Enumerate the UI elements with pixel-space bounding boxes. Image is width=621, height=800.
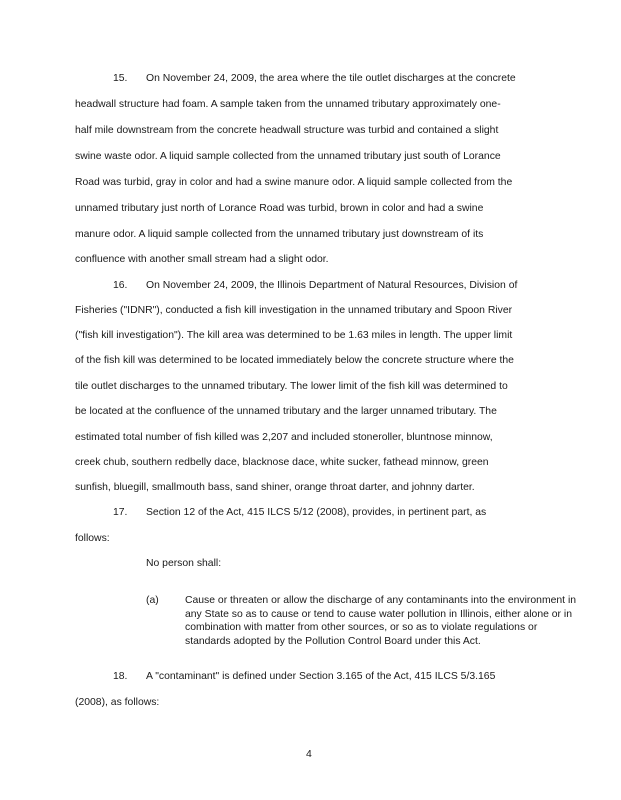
paragraph-16-line: tile outlet discharges to the unnamed tributary. The lower limit of the fish kill was determined to	[75, 381, 508, 392]
paragraph-18-line: A "contaminant" is defined under Section 3.165 of the Act, 415 ILCS 5/3.165	[146, 671, 496, 682]
paragraph-15-line: manure odor. A liquid sample collected from the unnamed tributary just downstream of its	[75, 229, 484, 240]
paragraph-16-line: of the fish kill was determined to be located immediately below the concrete structure where the	[75, 355, 514, 366]
paragraph-16-line: estimated total number of fish killed was 2,207 and included stoneroller, bluntnose minnow,	[75, 432, 493, 443]
paragraph-16-line: Fisheries ("IDNR"), conducted a fish kill investigation in the unnamed tributary and Spoon River	[75, 305, 513, 316]
paragraph-16-line: sunfish, bluegill, smallmouth bass, sand shiner, orange throat darter, and johnny darter.	[75, 482, 475, 493]
paragraph-17-line: Section 12 of the Act, 415 ILCS 5/12 (2008), provides, in pertinent part, as	[146, 507, 487, 518]
paragraph-15-line: Road was turbid, gray in color and had a swine manure odor. A liquid sample collected from the	[75, 177, 513, 188]
paragraph-15-line: half mile downstream from the concrete headwall structure was turbid and contained a slight	[75, 125, 499, 136]
paragraph-18-number: 18.	[113, 671, 128, 682]
quote-item-label: (a)	[146, 595, 159, 606]
paragraph-15-line: On November 24, 2009, the area where the tile outlet discharges at the concrete	[146, 73, 516, 84]
quote-intro: No person shall:	[146, 558, 222, 569]
paragraph-16-number: 16.	[113, 280, 128, 291]
paragraph-15-line: headwall structure had foam. A sample taken from the unnamed tributary approximately one-	[75, 99, 501, 110]
paragraph-15-line: swine waste odor. A liquid sample collected from the unnamed tributary just south of Lorance	[75, 151, 501, 162]
paragraph-15-line: confluence with another small stream had a slight odor.	[75, 254, 329, 265]
paragraph-17-line: follows:	[75, 533, 110, 544]
page-number: 4	[306, 749, 312, 760]
paragraph-16-line: On November 24, 2009, the Illinois Department of Natural Resources, Division of	[146, 280, 518, 291]
paragraph-15-line: unnamed tributary just north of Lorance Road was turbid, brown in color and had a swine	[75, 203, 484, 214]
paragraph-16-line: be located at the confluence of the unnamed tributary and the larger unnamed tributary. The	[75, 406, 497, 417]
paragraph-16-line: creek chub, southern redbelly dace, blacknose dace, white sucker, fathead minnow, green	[75, 457, 489, 468]
quote-item-text: Cause or threaten or allow the discharge of any contaminants into the environment in any State so as to cause or tend to cause water pollution in Illinois, either alone or in combination with matter from other sources, or so as to violate regulations or standards adopted by the Pollution Control Board under this Act.	[185, 595, 577, 647]
paragraph-15-number: 15.	[113, 73, 128, 84]
paragraph-17-number: 17.	[113, 507, 128, 518]
paragraph-16-line: ("fish kill investigation"). The kill area was determined to be 1.63 miles in length. The upper limit	[75, 330, 513, 341]
paragraph-18-line: (2008), as follows:	[75, 697, 160, 708]
